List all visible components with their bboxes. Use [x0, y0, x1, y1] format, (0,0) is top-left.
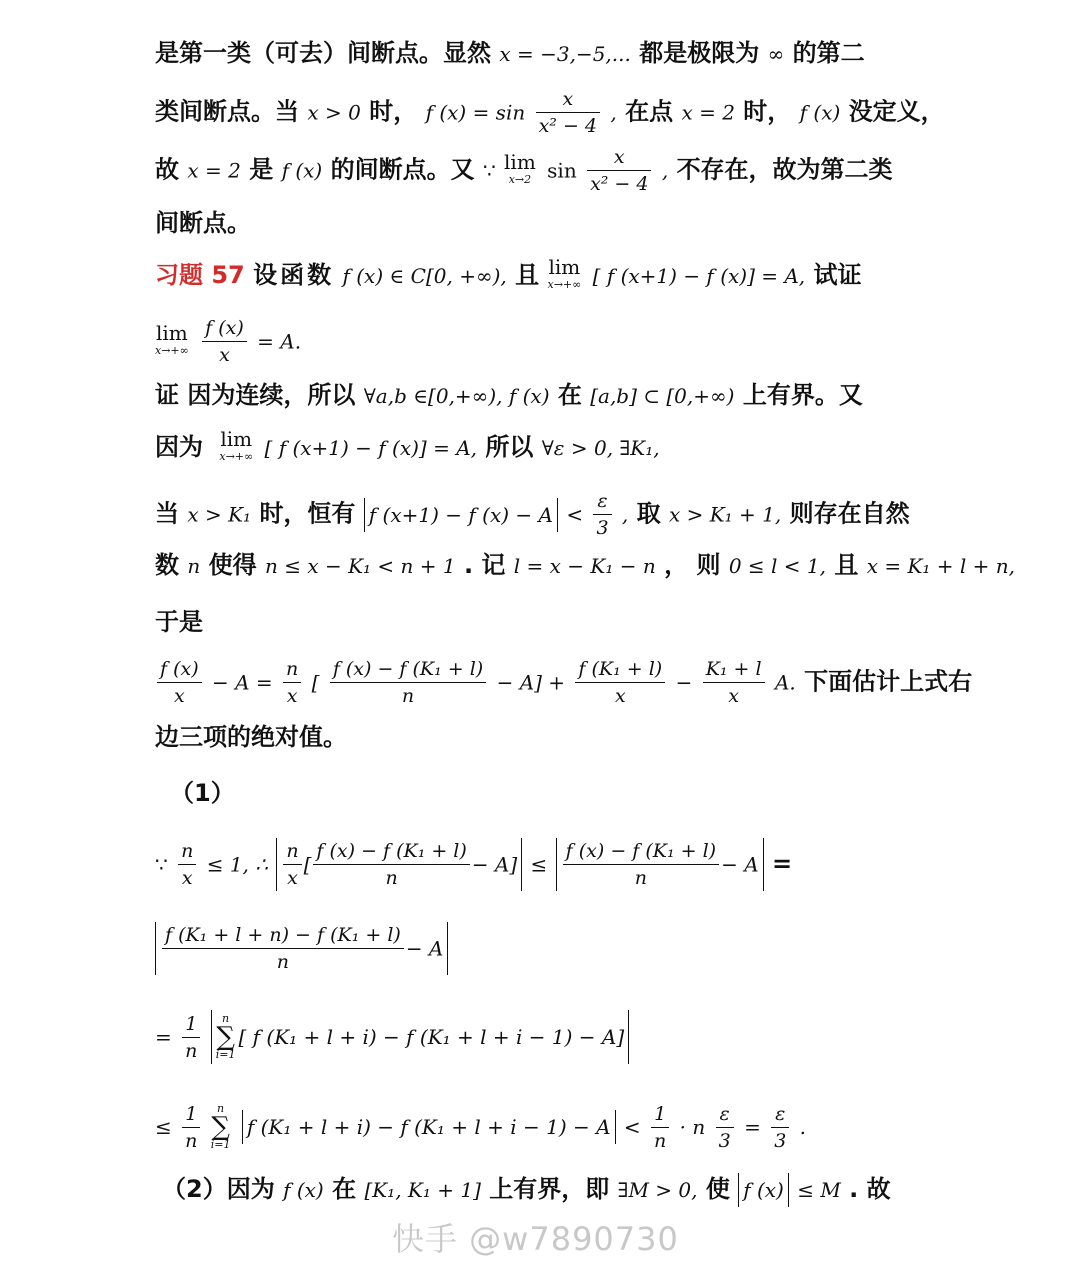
fraction: $\frac{1}{n}$ [651, 1101, 669, 1154]
math: < [623, 1115, 641, 1139]
math: x > K₁ [187, 502, 252, 527]
math: f (x+1) − f (x) − A [364, 498, 558, 532]
fraction: $\frac{\varepsilon}{3}$ [593, 488, 611, 541]
text: 类间断点。当 [155, 97, 299, 126]
limit: lim x→+∞ [547, 255, 582, 291]
math: ∵ [155, 852, 168, 877]
math: [ f (x+1) − f (x)] = A, [264, 436, 478, 460]
text: 且 [515, 261, 540, 289]
math: f (x) = sin [425, 100, 526, 125]
math: , [621, 502, 629, 527]
text: 在 [557, 381, 582, 409]
formula-line-18 [155, 1100, 855, 1154]
text-line-1 [155, 36, 865, 71]
limit: lim x→+∞ [219, 427, 254, 463]
text-line-19 [162, 1172, 891, 1207]
fraction: $\frac{\varepsilon}{3}$ [716, 1101, 734, 1154]
math: f (x) ∈ C[0, +∞), [342, 264, 507, 288]
absolute-value: $\frac{\text{f (K₁ + l + n) − f (K₁ + l)}}{n}$ − A [155, 922, 448, 975]
text: （1） [170, 779, 235, 807]
formula-decomposition [155, 656, 973, 709]
math: x > K₁ + 1, [668, 502, 782, 527]
math: − [675, 670, 693, 695]
limit: lim x→2 [504, 149, 536, 186]
fraction: $\frac{\text{f (K₁ + l)}}{x}$ [575, 656, 665, 709]
math: = [155, 1025, 172, 1049]
text-line-11 [155, 605, 855, 639]
text: 边三项的绝对值。 [155, 723, 347, 751]
text-line-4 [155, 206, 855, 240]
text: 当 [155, 499, 179, 528]
text: 间断点。 [155, 209, 251, 237]
math: x = K₁ + l + n, [866, 554, 1015, 578]
math: sin [547, 158, 577, 183]
text: 取 [636, 499, 661, 528]
fraction: $\frac{\varepsilon}{3}$ [771, 1101, 789, 1154]
math: f (x) [738, 1173, 789, 1207]
math: = A. [257, 329, 302, 354]
fraction: $\frac{\text{f (x) − f (K₁ + l)}}{n}$ [330, 656, 486, 709]
exercise-number: 习题 57 [155, 261, 245, 289]
math: f (K₁ + l + i) − f (K₁ + l + i − 1) − A [242, 1110, 616, 1144]
text: 使 [705, 1175, 730, 1203]
math: − A = [211, 670, 273, 695]
text: 则存在自然 [789, 499, 910, 528]
math: = [772, 849, 793, 878]
text: 不存在，故为第二类 [676, 155, 893, 184]
math: ≤ [530, 852, 548, 877]
math: ∞ [767, 42, 785, 66]
math: ∀ε > 0, ∃K₁, [541, 436, 660, 460]
text: 没定义， [848, 97, 945, 126]
item-1-label [170, 776, 870, 810]
math: 0 ≤ l < 1, [728, 554, 826, 578]
text-line-2 [155, 86, 945, 139]
fraction: $\frac{n}{x}$ [178, 838, 196, 891]
text: 试证 [813, 261, 862, 289]
text-line-6 [155, 315, 855, 368]
math: n ≤ x − K₁ < n + 1 [264, 554, 456, 578]
text: 在 [332, 1175, 357, 1203]
fraction: $\frac{1}{n}$ [182, 1011, 200, 1064]
text: 使得 [208, 551, 257, 579]
math: f (x) [283, 1178, 324, 1202]
math: , [610, 100, 617, 125]
math: x = −3,−5,... [499, 42, 631, 66]
text: 时， [369, 97, 418, 126]
text: 的第二 [792, 39, 865, 67]
math: ≤ M [797, 1178, 841, 1202]
math: A. [774, 670, 796, 695]
fraction: $\frac{f (x)}{x}$ [157, 656, 202, 709]
text: 时， [743, 97, 792, 126]
math: ∵ [482, 158, 496, 183]
math: · n [679, 1115, 706, 1139]
math: [K₁, K₁ + 1] [364, 1178, 481, 1202]
math: < [566, 502, 584, 527]
text: 是 [249, 155, 274, 184]
math: [a,b] ⊂ [0,+∞) [590, 384, 735, 408]
fraction: $\frac{f (x)}{x}$ [202, 315, 247, 368]
math: , [661, 158, 669, 183]
text: 是第一类（可去）间断点。显然 [155, 39, 491, 67]
text-line-13 [155, 720, 855, 754]
text: 下面估计上式右 [804, 667, 973, 696]
text: 上有界。又 [742, 381, 863, 409]
text: 都是极限为 [639, 39, 760, 67]
math: n [187, 554, 201, 578]
text: ， 则 [664, 551, 721, 579]
text: 设函数 [253, 261, 335, 289]
absolute-value: $\frac{n}{x}$ [ $\frac{\text{f (x) − f (K₁ + l)}}{n}$ − A] [276, 838, 522, 891]
math: ≤ [155, 1115, 172, 1139]
math: [ [311, 670, 320, 695]
math: = [744, 1115, 761, 1139]
math: ∀a,b ∈[0,+∞), f (x) [363, 384, 550, 408]
text-line-3 [155, 144, 893, 197]
fraction: $\frac{\text{K₁ + l}}{x}$ [703, 656, 765, 709]
fraction: $\frac{n}{x}$ [283, 656, 301, 709]
exercise-heading [155, 255, 862, 294]
absolute-value: $\frac{\text{f (x) − f (K₁ + l)}}{n}$ − A [556, 838, 764, 891]
text: 时，恒有 [259, 499, 356, 528]
math: − A] + [496, 670, 566, 695]
math: ≤ 1, ∴ [206, 852, 268, 877]
text-line-10 [155, 548, 1015, 583]
formula-line-16 [155, 922, 855, 975]
math: x > 0 [307, 100, 361, 125]
text: 于是 [155, 608, 203, 636]
summation: n ∑ i=1 [210, 1102, 231, 1151]
math: x = 2 [681, 100, 735, 125]
text: 数 [155, 551, 179, 579]
text: 所以 [485, 433, 534, 461]
fraction: $\frac{x}{\text{x² − 4}}$ [587, 144, 651, 197]
text: 故 [155, 155, 179, 184]
math: ∃M > 0, [617, 1178, 698, 1202]
fraction: $\frac{x}{\text{x² − 4}}$ [536, 86, 600, 139]
math: l = x − K₁ − n [513, 554, 656, 578]
text: 证 因为连续，所以 [155, 381, 356, 409]
summation: n ∑ i=1 [215, 1012, 236, 1061]
text: 在点 [625, 97, 674, 126]
text: （2）因为 [162, 1175, 275, 1203]
math: f (x) [281, 158, 323, 183]
text: 的间断点。又 [330, 155, 475, 184]
text: . 故 [849, 1175, 891, 1203]
watermark: 快手 @w7890730 [392, 1220, 679, 1258]
text-line-7 [155, 378, 863, 413]
text: 因为 [155, 433, 203, 461]
limit: lim x→+∞ [155, 320, 189, 357]
text: 上有界，即 [489, 1175, 610, 1203]
math: [ f (x+1) − f (x)] = A, [592, 264, 806, 288]
math: . [799, 1115, 806, 1139]
text-line-8 [155, 427, 855, 466]
math: x = 2 [187, 158, 241, 183]
formula-line-15 [155, 838, 855, 891]
text-line-9 [155, 488, 910, 541]
absolute-value: n ∑ i=1 [ f (K₁ + l + i) − f (K₁ + l + i − 1) − A] [211, 1010, 629, 1064]
math: f (x) [799, 100, 841, 125]
fraction: $\frac{1}{n}$ [182, 1101, 200, 1154]
text: 且 [834, 551, 859, 579]
text: . 记 [463, 551, 506, 579]
formula-line-17 [155, 1010, 855, 1064]
